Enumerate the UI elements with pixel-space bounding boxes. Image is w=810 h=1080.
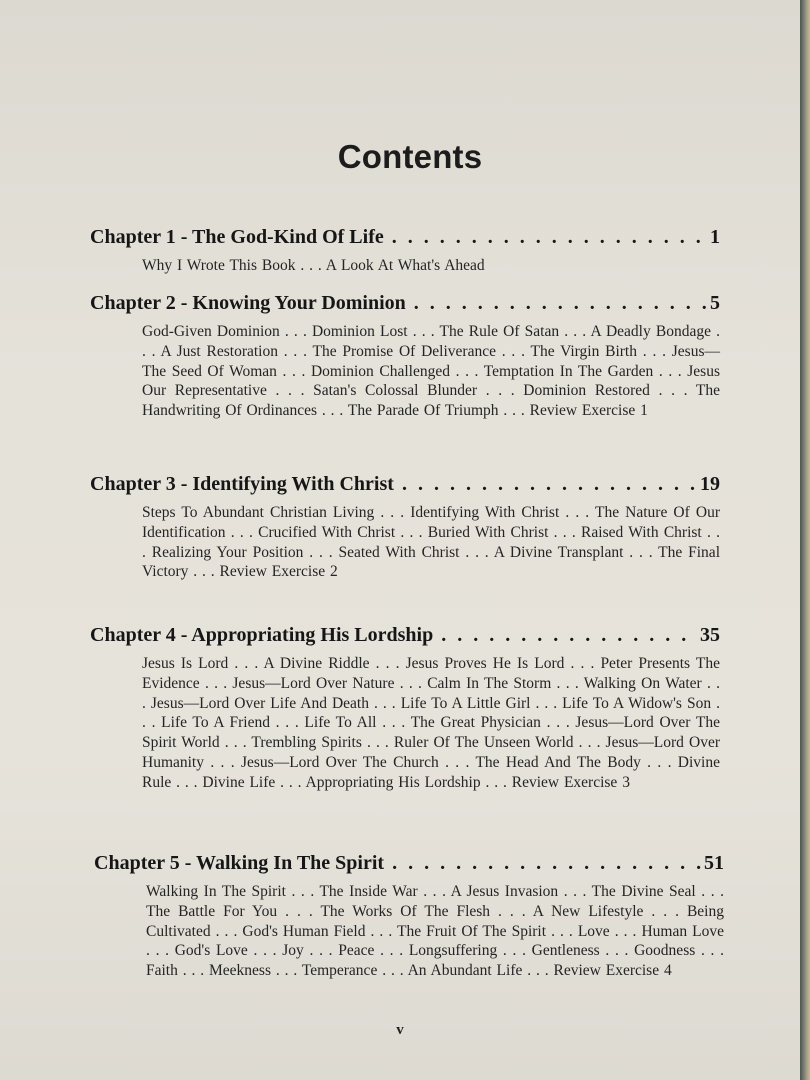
leader-dots xyxy=(392,852,701,875)
chapter-title: Chapter 4 - Appropriating His Lordship xyxy=(90,624,434,646)
toc-entry-chapter-2 xyxy=(90,292,720,421)
chapter-heading xyxy=(90,624,720,652)
leader-dots xyxy=(414,292,707,315)
chapter-heading xyxy=(90,292,720,320)
chapter-page-number: 1 xyxy=(710,226,720,248)
chapter-title: Chapter 2 - Knowing Your Dominion xyxy=(90,292,406,314)
chapter-page-number: 5 xyxy=(710,292,720,314)
leader-dots xyxy=(441,624,697,647)
chapter-title: Chapter 5 - Walking In The Spirit xyxy=(94,852,385,874)
page-edge xyxy=(800,0,810,1080)
toc-entry-chapter-4 xyxy=(90,624,720,793)
chapter-page-number: 35 xyxy=(700,624,720,646)
chapter-title: Chapter 1 - The God-Kind Of Life xyxy=(90,226,384,248)
chapter-heading xyxy=(90,226,720,254)
leader-dots xyxy=(392,226,707,249)
leader-dots xyxy=(402,473,697,496)
chapter-title: Chapter 3 - Identifying With Christ xyxy=(90,473,394,495)
page-title: Contents xyxy=(337,138,483,176)
toc-entry-chapter-5 xyxy=(94,852,724,981)
chapter-page-number: 19 xyxy=(700,473,720,495)
toc-entry-chapter-1 xyxy=(90,226,720,276)
chapter-topics: God-Given Dominion . . . Dominion Lost . . . The Rule Of Satan . . . A Deadly Bondage . . . A Just Restoration . . . The Promise Of Deliverance . . . The Virgin Birth . . . Jesus—The Seed Of Woman . . . Dominion Challenged . . . Temptation In The Garden . . . Jesus Our Representative . . . Satan's Colossal Blunder . . . Dominion Restored . . . The Handwriting Of Ordinances . . . The Parade Of Triumph . . . Review Exercise 1 xyxy=(142,323,720,420)
chapter-heading xyxy=(94,852,724,880)
chapter-topics: Walking In The Spirit . . . The Inside War . . . A Jesus Invasion . . . The Divine Seal . . . The Battle For You . . . The Works Of The Flesh . . . A New Lifestyle . . . Being Cultivated . . . God's Human Field . . . The Fruit Of The Spirit . . . Love . . . Human Love . . . God's Love . . . Joy . . . Peace . . . Longsuffering . . . Gentleness . . . Goodness . . . Faith . . . Meekness . . . Temperance . . . An Abundant Life . . . Review Exercise 4 xyxy=(146,883,724,980)
chapter-topics: Jesus Is Lord . . . A Divine Riddle . . . Jesus Proves He Is Lord . . . Peter Presents The Evidence . . . Jesus—Lord Over Nature . . . Calm In The Storm . . . Walking On Water . . . Jesus—Lord Over Life And Death . . . Life To A Little Girl . . . Life To A Widow's Son . . . Life To A Friend . . . Life To All . . . The Great Physician . . . Jesus—Lord Over The Spirit World . . . Trembling Spirits . . . Ruler Of The Unseen World . . . Jesus—Lord Over Humanity . . . Jesus—Lord Over The Church . . . The Head And The Body . . . Divine Rule . . . Divine Life . . . Appropriating His Lordship . . . Review Exercise 3 xyxy=(142,655,720,791)
chapter-page-number: 51 xyxy=(704,852,724,874)
chapter-topics: Steps To Abundant Christian Living . . . Identifying With Christ . . . The Nature Of Our Identification . . . Crucified With Christ . . . Buried With Christ . . . Raised With Christ . . . Realizing Your Position . . . Seated With Christ . . . A Divine Transplant . . . The Final Victory . . . Review Exercise 2 xyxy=(142,504,720,581)
chapter-heading xyxy=(90,473,720,501)
toc-entry-chapter-3 xyxy=(90,473,720,582)
page-number: v xyxy=(396,1022,404,1038)
chapter-topics: Why I Wrote This Book . . . A Look At What's Ahead xyxy=(142,257,485,274)
